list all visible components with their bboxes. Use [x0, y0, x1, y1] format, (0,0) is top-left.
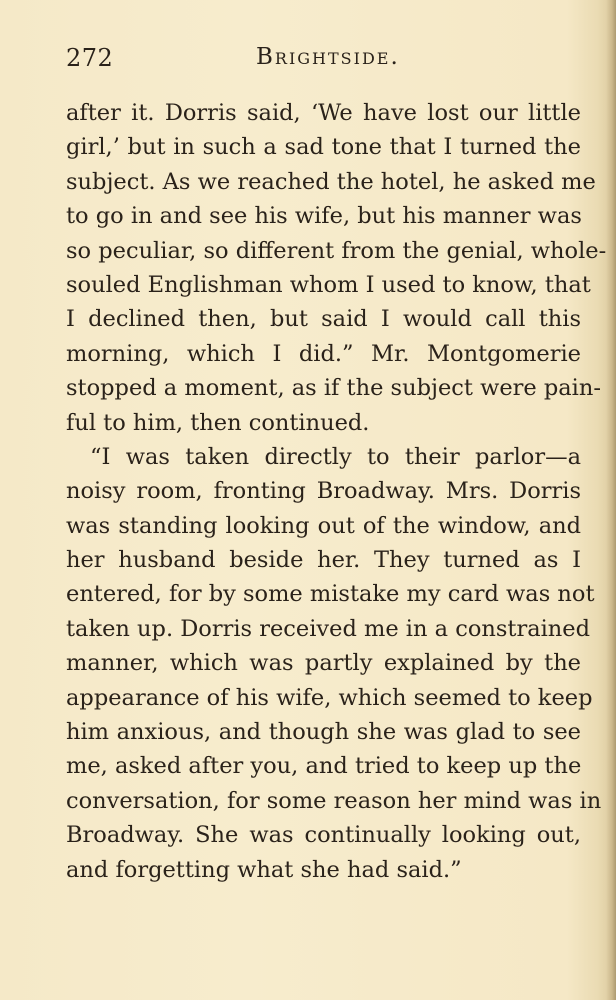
text-line: noisy room, fronting Broadway. Mrs. Dorris — [66, 478, 581, 505]
text-line: conversation, for some reason her mind was in — [66, 787, 602, 814]
text-line: and forgetting what she had said.” — [66, 856, 462, 883]
text-line: me, asked after you, and tried to keep up the — [66, 753, 582, 780]
text-line: “I was taken directly to their parlor—a — [90, 443, 581, 470]
running-head: Brightside. — [256, 44, 400, 70]
text-line: subject. As we reached the hotel, he asked me — [66, 168, 596, 195]
text-line: after it. Dorris said, ‘We have lost our little — [66, 100, 581, 126]
text-line: her husband beside her. They turned as I — [66, 547, 581, 574]
text-line: Broadway. She was continually looking out, — [66, 822, 581, 849]
text-line: morning, which I did.” Mr. Montgomerie — [66, 340, 581, 367]
text-line: girl,’ but in such a sad tone that I turned the — [66, 134, 581, 161]
text-line: souled Englishman whom I used to know, that — [66, 271, 591, 298]
text-line: was standing looking out of the window, and — [66, 512, 581, 539]
text-line: to go in and see his wife, but his manner was — [66, 203, 582, 230]
text-line: taken up. Dorris received me in a constrained — [66, 615, 591, 642]
page-header — [66, 44, 581, 80]
text-line: manner, which was partly explained by the — [66, 650, 581, 677]
text-line: I declined then, but said I would call this — [66, 306, 581, 333]
text-line: entered, for by some mistake my card was not — [66, 581, 595, 608]
body-text — [66, 96, 607, 887]
text-line: appearance of his wife, which seemed to keep — [66, 684, 593, 711]
text-line: stopped a moment, as if the subject were pain- — [66, 375, 601, 402]
text-line: so peculiar, so different from the genial, whole- — [66, 237, 607, 264]
text-line: him anxious, and though she was glad to see — [66, 719, 581, 746]
page-number: 272 — [66, 44, 114, 72]
page-edge-shadow — [606, 0, 616, 1000]
text-line: ful to him, then continued. — [66, 409, 370, 436]
